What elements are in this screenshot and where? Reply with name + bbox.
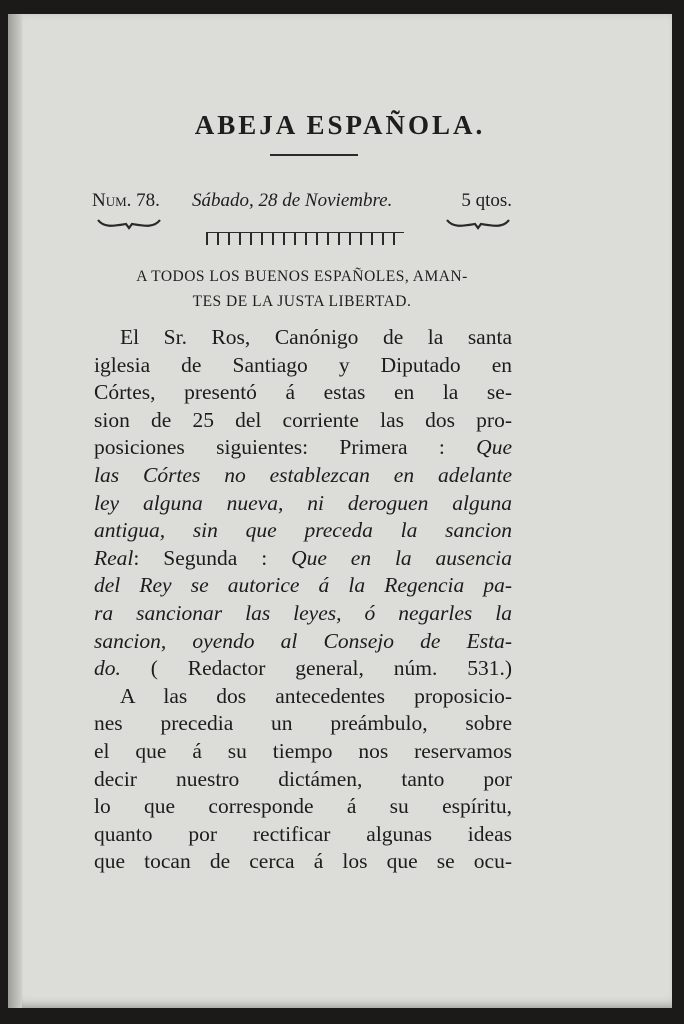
- masthead-title: ABEJA ESPAÑOLA.: [194, 110, 486, 140]
- roman-text: nes precedia un preámbulo, sobre: [94, 711, 512, 736]
- issue-line: [92, 190, 512, 214]
- roman-text: sion de 25 del corriente las dos pro-: [94, 407, 512, 432]
- text-line: [94, 655, 512, 683]
- roman-text: el que á su tiempo nos reservamos: [94, 738, 512, 763]
- roman-text: iglesia de Santiago y Diputado en: [94, 352, 512, 377]
- italic-text: do.: [94, 656, 121, 681]
- title-rule: [270, 154, 358, 156]
- text-line: [94, 683, 512, 711]
- text-line: [94, 462, 512, 490]
- roman-text: posiciones siguientes: Primera :: [94, 435, 477, 460]
- text-line: [94, 793, 512, 821]
- article-heading-line: A TODOS LOS BUENOS ESPAÑOLES, AMAN-: [136, 268, 468, 285]
- roman-text: quanto por rectificar algunas ideas: [94, 821, 512, 846]
- article-heading: [92, 264, 512, 314]
- roman-text: que tocan de cerca á los que se ocu-: [94, 849, 512, 874]
- ornament-rule: [206, 232, 404, 245]
- italic-text: ra sancionar las leyes, ó negarles la: [94, 600, 512, 625]
- roman-text: decir nuestro dictámen, tanto por: [94, 766, 512, 791]
- italic-text: Real: [94, 545, 134, 570]
- text-line: [94, 572, 512, 600]
- page-spine-shadow: [8, 14, 22, 1008]
- book-page: [8, 14, 672, 1008]
- italic-text: ley alguna nueva, ni deroguen alguna: [94, 490, 512, 515]
- text-line: [94, 628, 512, 656]
- roman-text: lo que corresponde á su espíritu,: [94, 794, 512, 819]
- article-body: [94, 324, 512, 876]
- text-line: [94, 352, 512, 380]
- roman-text: A las dos antecedentes proposicio-: [120, 683, 512, 708]
- italic-text: Que: [476, 435, 512, 460]
- text-line: [94, 324, 512, 352]
- text-line: [94, 545, 512, 573]
- text-line: [94, 434, 512, 462]
- text-line: [94, 490, 512, 518]
- text-line: [94, 710, 512, 738]
- roman-text: ( Redactor general, núm. 531.): [120, 656, 512, 681]
- italic-text: Que en la ausencia: [291, 545, 512, 570]
- text-line: [94, 738, 512, 766]
- text-line: [94, 407, 512, 435]
- italic-text: antigua, sin que preceda la sancion: [94, 518, 512, 543]
- text-line: [94, 379, 512, 407]
- italic-text: las Córtes no establezcan en adelante: [94, 462, 512, 487]
- text-line: [94, 766, 512, 794]
- roman-text: : Segunda :: [133, 545, 292, 570]
- roman-text: El Sr. Ros, Canónigo de la santa: [120, 325, 512, 349]
- italic-text: del Rey se autorice á la Regencia pa-: [94, 573, 512, 598]
- italic-text: sancion, oyendo al Consejo de Esta-: [94, 628, 512, 653]
- text-line: [94, 821, 512, 849]
- swash-ornament-right: [445, 216, 511, 230]
- issue-price: 5 qtos.: [461, 190, 512, 211]
- issue-date: Sábado, 28 de Noviembre.: [192, 190, 393, 211]
- swash-ornament-left: [96, 216, 162, 230]
- text-line: [94, 517, 512, 545]
- text-line: [94, 600, 512, 628]
- issue-number: Num. 78.: [92, 190, 160, 211]
- roman-text: Córtes, presentó á estas en la se-: [94, 380, 512, 405]
- article-heading-line: TES DE LA JUSTA LIBERTAD.: [192, 293, 412, 310]
- text-line: [94, 848, 512, 876]
